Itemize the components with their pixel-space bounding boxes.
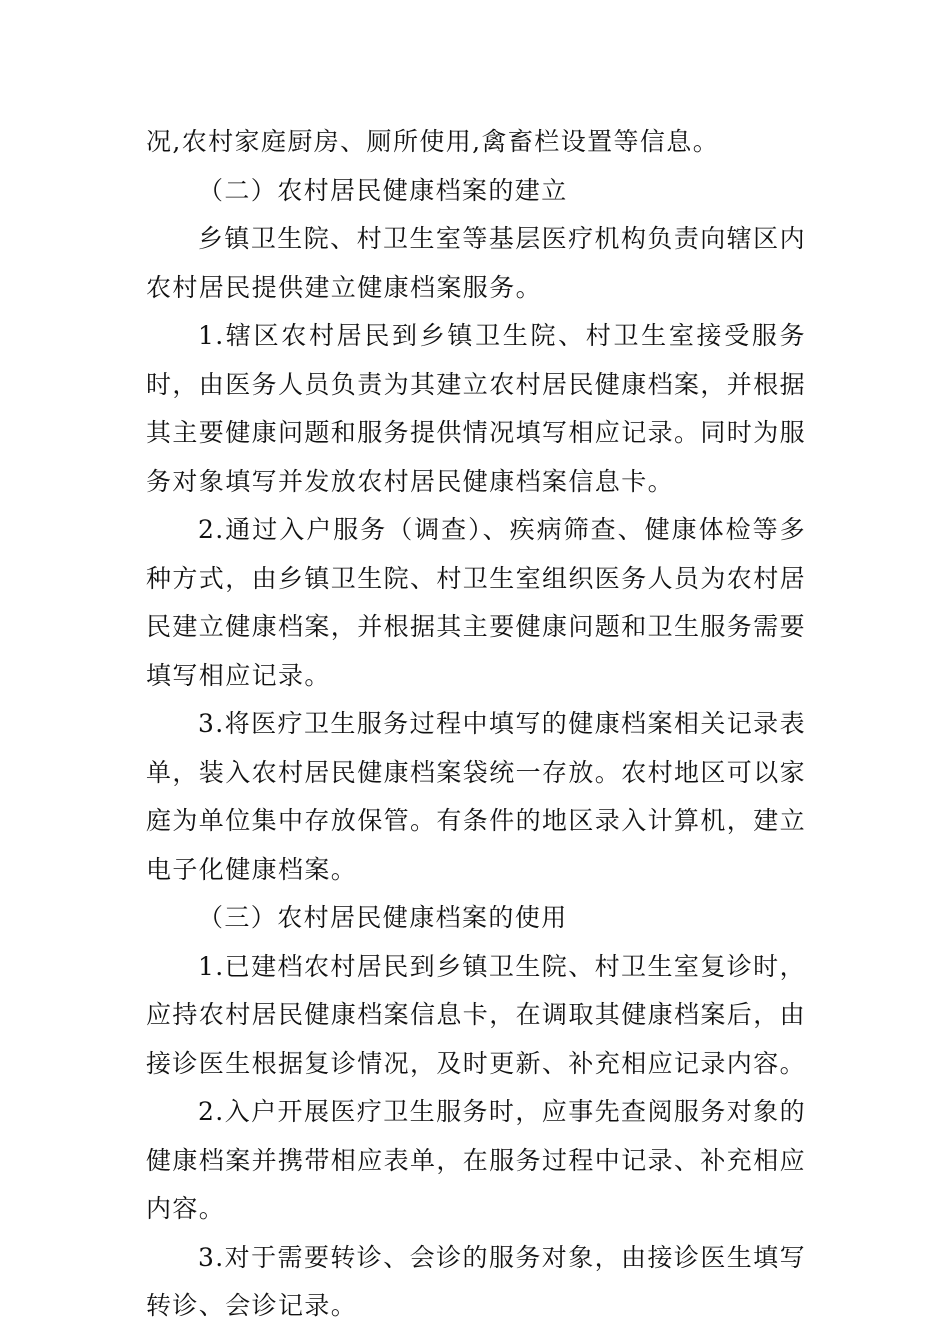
paragraph-item: 3.将医疗卫生服务过程中填写的健康档案相关记录表单，装入农村居民健康档案袋统一存放。农村地区可以家庭为单位集中存放保管。有条件的地区录入计算机，建立电子化健康档案。 [146, 709, 807, 884]
paragraph-item: 2.通过入户服务（调查）、疾病筛查、健康体检等多种方式，由乡镇卫生院、村卫生室组织医务人员为农村居民建立健康档案，并根据其主要健康问题和卫生服务需要填写相应记录。 [146, 515, 807, 690]
paragraph-item: 3.对于需要转诊、会诊的服务对象，由接诊医生填写转诊、会诊记录。 [146, 1242, 806, 1320]
paragraph-continuation: 况,农村家庭厨房、厕所使用,禽畜栏设置等信息。 [146, 127, 720, 156]
paragraph-item: 1.辖区农村居民到乡镇卫生院、村卫生室接受服务时，由医务人员负责为其建立农村居民健康档案，并根据其主要健康问题和服务提供情况填写相应记录。同时为服务对象填写并发放农村居民健康档案信息卡。 [146, 321, 807, 496]
paragraph-body: 乡镇卫生院、村卫生室等基层医疗机构负责向辖区内农村居民提供建立健康档案服务。 [146, 224, 806, 302]
section-heading-establishment: （二）农村居民健康档案的建立 [198, 175, 568, 205]
paragraph-item: 2.入户开展医疗卫生服务时，应事先查阅服务对象的健康档案并携带相应表单，在服务过程中记录、补充相应内容。 [146, 1097, 807, 1223]
document-body [146, 118, 806, 1331]
section-heading-usage: （三）农村居民健康档案的使用 [198, 903, 568, 932]
paragraph-item: 1.已建档农村居民到乡镇卫生院、村卫生室复诊时，应持农村居民健康档案信息卡，在调取其健康档案后，由接诊医生根据复诊情况，及时更新、补充相应记录内容。 [146, 951, 807, 1078]
